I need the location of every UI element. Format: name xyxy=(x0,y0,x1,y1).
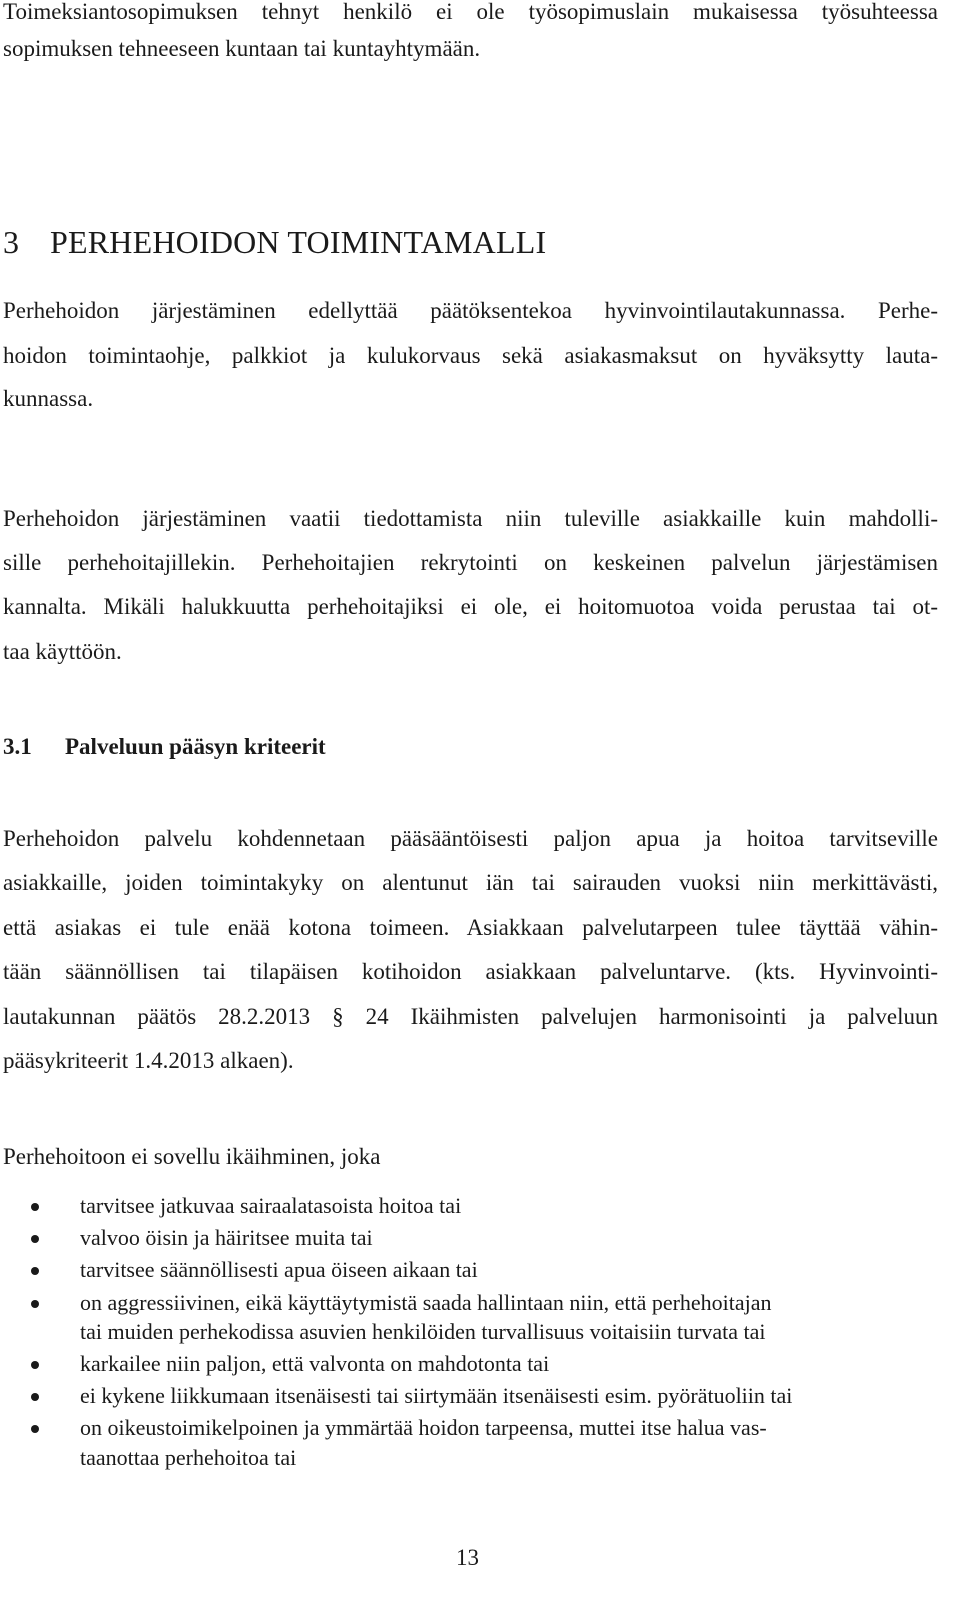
paragraph-line: että asiakas ei tule enää kotona toimeen. Asiakkaan palvelutarpeen tulee täyttää vähin- xyxy=(3,915,938,940)
chapter-number: 3 xyxy=(3,224,20,260)
bullet-icon xyxy=(31,1203,39,1211)
paragraph-line: tään säännöllisen tai tilapäisen kotihoidon asiakkaan palveluntarve. (kts. Hyvinvointi- xyxy=(3,959,938,984)
paragraph-line: asiakkaille, joiden toimintakyky on alentunut iän tai sairauden vuoksi niin merkittävästi, xyxy=(3,870,938,895)
section-heading xyxy=(3,732,326,762)
chapter-heading xyxy=(3,222,546,262)
paragraph-line: Perhehoidon järjestäminen edellyttää päätöksentekoa hyvinvointilautakunnassa. Perhe- xyxy=(3,298,938,323)
bullet-icon xyxy=(31,1393,39,1401)
paragraph-line: pääsykriteerit 1.4.2013 alkaen). xyxy=(3,1048,294,1073)
list-item-continuation: tai muiden perhekodissa asuvien henkilöiden turvallisuus voitaisiin turvata tai xyxy=(80,1319,766,1344)
section-number: 3.1 xyxy=(3,734,32,759)
list-item-continuation: taanottaa perhehoitoa tai xyxy=(80,1445,297,1470)
top-paragraph-line: Toimeksiantosopimuksen tehnyt henkilö ei ole työsopimuslain mukaisessa työsuhteessa xyxy=(3,0,938,24)
bullet-icon xyxy=(31,1300,39,1308)
paragraph-line: hoidon toimintaohje, palkkiot ja kulukorvaus sekä asiakasmaksut on hyväksytty lauta- xyxy=(3,343,938,368)
paragraph-line: kannalta. Mikäli halukkuutta perhehoitajiksi ei ole, ei hoitomuotoa voida perustaa tai ot- xyxy=(3,594,938,619)
paragraph-line: Perhehoidon palvelu kohdennetaan pääsääntöisesti paljon apua ja hoitoa tarvitseville xyxy=(3,826,938,851)
list-item: ei kykene liikkumaan itsenäisesti tai siirtymään itsenäisesti esim. pyörätuoliin tai xyxy=(0,1381,960,1411)
page-number: 13 xyxy=(456,1545,479,1570)
paragraph-line: taa käyttöön. xyxy=(3,639,122,664)
bullet-icon xyxy=(31,1361,39,1369)
paragraph-line: kunnassa. xyxy=(3,386,94,411)
paragraph-line: Perhehoidon järjestäminen vaatii tiedottamista niin tuleville asiakkaille kuin mahdolli- xyxy=(3,506,938,531)
list-intro: Perhehoitoon ei sovellu ikäihminen, joka xyxy=(3,1144,381,1169)
bullet-icon xyxy=(31,1267,39,1275)
section-title: Palveluun pääsyn kriteerit xyxy=(65,734,326,759)
chapter-title: PERHEHOIDON TOIMINTAMALLI xyxy=(50,224,547,260)
list-item: karkailee niin paljon, että valvonta on mahdotonta tai xyxy=(0,1349,960,1379)
paragraph-line: lautakunnan päätös 28.2.2013 § 24 Ikäihmisten palvelujen harmonisointi ja palveluun xyxy=(3,1004,938,1029)
list-item: on oikeustoimikelpoinen ja ymmärtää hoidon tarpeensa, muttei itse halua vas- xyxy=(0,1413,960,1443)
list-item: tarvitsee jatkuvaa sairaalatasoista hoitoa tai xyxy=(0,1191,960,1221)
paragraph-line: sille perhehoitajillekin. Perhehoitajien rekrytointi on keskeinen palvelun järjestämisen xyxy=(3,550,938,575)
list-item: valvoo öisin ja häiritsee muita tai xyxy=(0,1223,960,1253)
bullet-icon xyxy=(31,1425,39,1433)
bullet-icon xyxy=(31,1235,39,1243)
top-paragraph-line: sopimuksen tehneeseen kuntaan tai kuntayhtymään. xyxy=(3,36,481,61)
list-item: tarvitsee säännöllisesti apua öiseen aikaan tai xyxy=(0,1255,960,1285)
list-item: on aggressiivinen, eikä käyttäytymistä saada hallintaan niin, että perhehoitajan xyxy=(0,1288,960,1318)
